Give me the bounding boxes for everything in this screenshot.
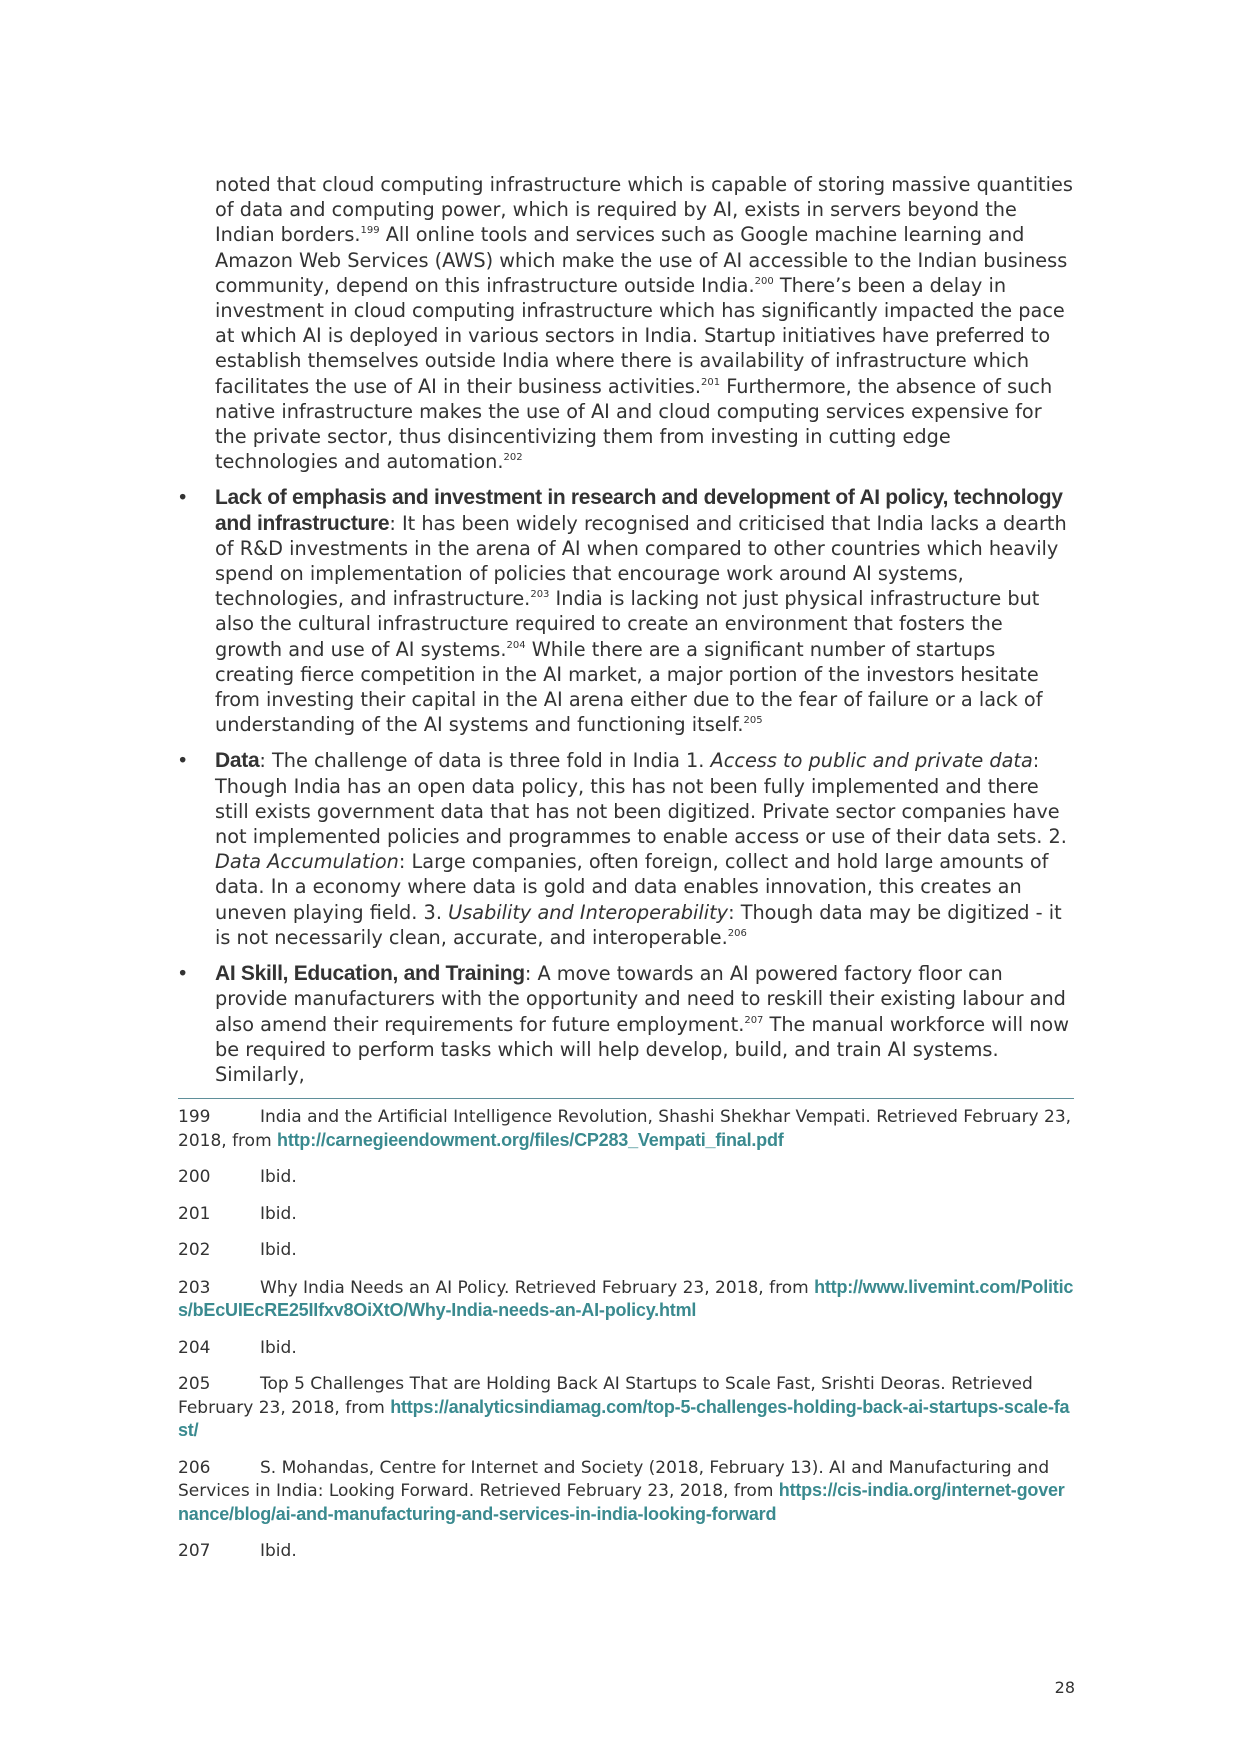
footnote-ref-204[interactable]: 204 (506, 639, 526, 651)
bullet-text: : Though data may be digitized - it is not necessarily clean, accurate, and interoperable. (215, 900, 1062, 949)
intro-text-2: All online tools and services such as Google machine learning and Amazon Web Services (AWS) which make the use of AI accessible to the Indian business community, depend on this infrastructure outside India. (215, 223, 1068, 297)
footnote-text: Ibid. (260, 1337, 297, 1358)
bullet-text: While there are a significant number of startups creating fierce competition in the AI market, a major portion of the investors hesitate from investing their capital in the AI arena either due to the fear of failure or a lack of understanding of the AI systems and functioning itself. (215, 637, 1043, 737)
bullet-text: : Large companies, often foreign, collect and hold large amounts of data. In a economy where data is gold and data enables innovation, this creates an uneven playing field. 3. (215, 850, 1049, 924)
footnote-text: Top 5 Challenges That are Holding Back AI Startups to Scale Fast, Srishti Deoras. Retrieved February 23, 2018, from (178, 1374, 1033, 1418)
footnote-text: India and the Artificial Intelligence Revolution, Shashi Shekhar Vempati. Retrieved February 23, 2018, from (178, 1107, 1072, 1151)
bullet-research-investment (215, 485, 1075, 737)
footnote-number: 200 (178, 1167, 211, 1187)
intro-text-1: noted that cloud computing infrastructure which is capable of storing massive quantities of data and computing power, which is required by AI, exists in servers beyond the Indian borders. (215, 173, 1073, 247)
bullet-term: AI Skill, Education, and Training (215, 962, 525, 986)
footnote-number: 207 (178, 1541, 211, 1561)
footnote-number: 199 (178, 1107, 211, 1127)
footnote-203 (178, 1276, 1074, 1323)
footnote-ref-202[interactable]: 202 (503, 452, 523, 464)
footnote-link[interactable]: http://carnegieendowment.org/files/CP283_Vempati_final.pdf (277, 1129, 784, 1150)
bullet-text: : Though India has an open data policy, this has not been fully implemented and there still exists government data that has not been digitized. Private sector companies have not implemented policies and programmes to enable access or use of their data sets. 2. (215, 749, 1067, 849)
footnote-206 (178, 1457, 1074, 1527)
footnote-ref-203[interactable]: 203 (530, 589, 550, 601)
footnote-204 (178, 1337, 1074, 1360)
challenge-list (215, 485, 1075, 1087)
page-number: 28 (1054, 1678, 1075, 1697)
footnote-199 (178, 1106, 1074, 1152)
footnote-205 (178, 1373, 1074, 1443)
footnotes (178, 1106, 1074, 1577)
footnote-text: Why India Needs an AI Policy. Retrieved February 23, 2018, from (260, 1277, 815, 1298)
footnote-text: Ibid. (260, 1203, 297, 1224)
main-content (215, 172, 1075, 1098)
bullet-data (215, 748, 1075, 950)
footnote-link[interactable]: https://cis-india.org/internet-governance/blog/ai-and-manufacturing-and-services-in-india-looking-forward (178, 1480, 1065, 1524)
footnote-text: Ibid. (260, 1541, 297, 1561)
footnote-ref-205[interactable]: 205 (743, 715, 763, 727)
bullet-text: : A move towards an AI powered factory floor can provide manufacturers with the opportunity and need to reskill their existing labour and also amend their requirements for future employment. (215, 962, 1066, 1036)
footnote-link[interactable]: http://www.livemint.com/Politics/bEcUIEcRE25IIfxv8OiXtO/Why-India-needs-an-AI-policy.html (178, 1276, 1074, 1320)
footnote-divider (178, 1098, 1074, 1099)
bullet-italic: Access to public and private data (710, 749, 1033, 773)
bullet-text: : The challenge of data is three fold in India 1. (259, 749, 711, 773)
bullet-term: Data (215, 749, 260, 773)
footnote-ref-199[interactable]: 199 (360, 225, 380, 237)
footnote-text: S. Mohandas, Centre for Internet and Society (2018, February 13). AI and Manufacturing and Services in India: Looking Forward. Retrieved February 23, 2018, from (178, 1457, 1050, 1501)
intro-paragraph (215, 172, 1075, 474)
footnote-text: Ibid. (260, 1167, 297, 1187)
bullet-text: India is lacking not just physical infrastructure but also the cultural infrastructure required to create an environment that fosters the growth and use of AI systems. (215, 587, 1040, 661)
footnote-202 (178, 1239, 1074, 1262)
footnote-number: 203 (178, 1277, 211, 1298)
footnote-number: 201 (178, 1203, 211, 1224)
footnote-201 (178, 1203, 1074, 1226)
bullet-italic: Usability and Interoperability (448, 900, 729, 924)
footnote-number: 204 (178, 1337, 211, 1358)
bullet-text: : It has been widely recognised and criticised that India lacks a dearth of R&D investments in the arena of AI when compared to other countries which heavily spend on implementation of policies that encourage work around AI systems, technologies, and infrastructure. (215, 511, 1067, 611)
footnote-ref-201[interactable]: 201 (700, 376, 721, 388)
bullet-ai-skill (215, 961, 1075, 1087)
bullet-term: Lack of emphasis and investment in research and development of AI policy, technology and infrastructure (215, 486, 1063, 535)
footnote-link[interactable]: https://analyticsindiamag.com/top-5-challenges-holding-back-ai-startups-scale-fast/ (178, 1396, 1070, 1440)
footnote-ref-206[interactable]: 206 (727, 927, 747, 939)
intro-text-3: There’s been a delay in investment in cloud computing infrastructure which has significantly impacted the pace at which AI is deployed in various sectors in India. Startup initiatives have preferred to establish themselves outside India where there is availability of infrastructure which facilitates the use of AI in their business activities. (215, 273, 1065, 398)
footnote-ref-200[interactable]: 200 (754, 275, 774, 287)
footnote-207 (178, 1540, 1074, 1563)
footnote-ref-207[interactable]: 207 (744, 1014, 764, 1026)
intro-text-4: Furthermore, the absence of such native infrastructure makes the use of AI and cloud computing services expensive for the private sector, thus disincentivizing them from investing in cutting edge technologies and automation. (215, 374, 1053, 474)
footnote-number: 206 (178, 1457, 211, 1478)
footnote-number: 205 (178, 1374, 211, 1394)
bullet-text: The manual workforce will now be required to perform tasks which will help develop, build, and train AI systems. Similarly, (215, 1012, 1069, 1086)
footnote-number: 202 (178, 1240, 211, 1260)
footnote-200 (178, 1166, 1074, 1189)
bullet-italic: Data Accumulation (215, 850, 399, 874)
footnote-text: Ibid. (260, 1240, 297, 1260)
